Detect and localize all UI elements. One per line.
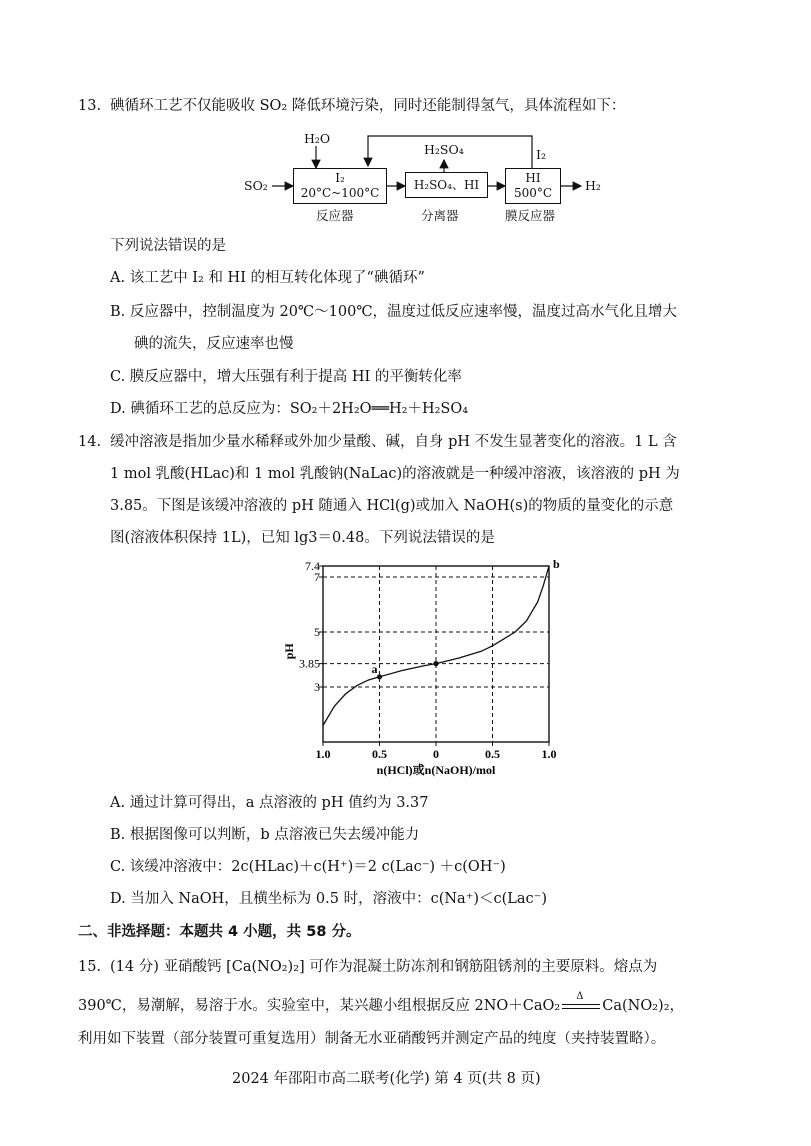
q15-line2-pre: 390℃，易潮解，易溶于水。实验室中，某兴趣小组根据反应 2NO＋CaO₂ [78, 998, 561, 1014]
membrane-box [505, 168, 561, 204]
q13-option-a: A. 该工艺中 I₂ 和 HI 的相互转化体现了“碘循环” [110, 270, 425, 286]
y-tick-label-1: 3.85 [299, 656, 320, 671]
q13-stem: 碘循环工艺不仅能吸收 SO₂ 降低环境污染，同时还能制得氢气，具体流程如下： [110, 98, 626, 114]
q15-line1: (14 分) 亚硝酸钙 [Ca(NO₂)₂] 可作为混凝土防冻剂和钢筋阻锈剂的主要原料。熔点为 [110, 959, 658, 975]
y-tick-label-3: 7 [314, 570, 320, 584]
q14-stem-line3: 3.85。下图是该缓冲溶液的 pH 随通入 HCl(g)或加入 NaOH(s)的物质的量变化的示意 [110, 498, 674, 514]
membrane-label: 膜反应器 [505, 208, 556, 223]
membrane-temp: 500°C [513, 186, 553, 200]
q15-line2 [78, 991, 685, 1016]
equals-line-bottom [562, 1008, 600, 1009]
q13-option-b-line1: B. 反应器中，控制温度为 20℃～100℃，温度过低反应速率慢，温度过高水气化且增大 [110, 304, 678, 320]
x-tick-label-0: 1.0 [315, 747, 331, 761]
q14-stem-line2: 1 mol 乳酸(HLac)和 1 mol 乳酸钠(NaLac)的溶液就是一种缓冲溶液，该溶液的 pH 为 [110, 466, 680, 482]
q15-line3: 利用如下装置（部分装置可重复选用）制备无水亚硝酸钙并测定产品的纯度（夹持装置略）。 [78, 1031, 666, 1047]
h2so4-out-label: H₂SO₄ [424, 142, 464, 157]
x-tick-label-1: 0.5 [372, 747, 387, 761]
so2-label: SO₂ [244, 178, 268, 193]
q14-option-d: D. 当加入 NaOH，且横坐标为 0.5 时，溶液中：c(Na⁺)＜c(Lac⁻) [110, 891, 547, 907]
q13-option-c: C. 膜反应器中，增大压强有利于提高 HI 的平衡转化率 [110, 369, 462, 385]
q14-stem-line1: 缓冲溶液是指加少量水稀释或外加少量酸、碱，自身 pH 不发生显著变化的溶液。1 L 含 [110, 434, 677, 450]
reactor-label: 反应器 [316, 208, 354, 223]
equals-line-top [562, 1004, 600, 1005]
reactor-box [293, 168, 387, 204]
q15-line2-post: Ca(NO₂)₂， [602, 998, 685, 1014]
q13-option-b-line2: 碘的流失，反应速率也慢 [134, 336, 294, 352]
q13-option-d: D. 碘循环工艺的总反应为：SO₂＋2H₂O══H₂＋H₂SO₄ [110, 401, 469, 417]
separator-label: 分离器 [421, 208, 459, 223]
y-tick-label-0: 3 [314, 680, 320, 694]
x-tick-label-3: 0.5 [485, 747, 500, 761]
q14-number: 14. [78, 434, 102, 450]
q13-question: 下列说法错误的是 [110, 238, 226, 254]
reactor-i2: I₂ [335, 171, 345, 185]
point-label-a: a [371, 661, 378, 676]
ph-chart [0, 556, 811, 786]
point-label-b: b [553, 557, 560, 571]
membrane-hi: HI [525, 171, 541, 185]
q14-option-b: B. 根据图像可以判断，b 点溶液已失去缓冲能力 [110, 827, 420, 843]
data-point-mid [433, 661, 438, 666]
q13-flow-diagram [0, 0, 811, 230]
x-axis-label: n(HCl)或n(NaOH)/mol [376, 763, 496, 777]
h2-label: H₂ [585, 178, 601, 193]
q14-stem-line4: 图(溶液体积保持 1L)，已知 lg3＝0.48。下列说法错误的是 [110, 530, 495, 546]
page-footer: 2024 年邵阳市高二联考(化学) 第 4 页(共 8 页) [232, 1071, 541, 1087]
equation-arrow [560, 991, 602, 1013]
q15-number: 15. [78, 959, 102, 975]
y-axis-label: pH [282, 643, 296, 660]
delta-label: Δ [576, 991, 584, 1002]
x-tick-label-4: 1.0 [541, 747, 557, 761]
y-tick-label-2: 5 [314, 625, 320, 639]
y-tick-label-4: 7.4 [305, 559, 320, 573]
q13-number: 13. [78, 98, 102, 114]
x-tick-label-2: 0 [433, 747, 439, 761]
q14-option-c: C. 该缓冲溶液中：2c(HLac)＋c(H⁺)＝2 c(Lac⁻) ＋c(OH⁻) [110, 859, 506, 875]
i2-out-label: I₂ [536, 147, 546, 162]
h2o-label: H₂O [304, 131, 331, 146]
reactor-temp: 20°C~100°C [300, 186, 380, 200]
separator-box: H₂SO₄、HI [405, 172, 488, 198]
data-point-a [377, 674, 382, 679]
q14-option-a: A. 通过计算可得出，a 点溶液的 pH 值约为 3.37 [110, 795, 429, 811]
section2-heading: 二、非选择题：本题共 4 小题，共 58 分。 [78, 924, 361, 940]
